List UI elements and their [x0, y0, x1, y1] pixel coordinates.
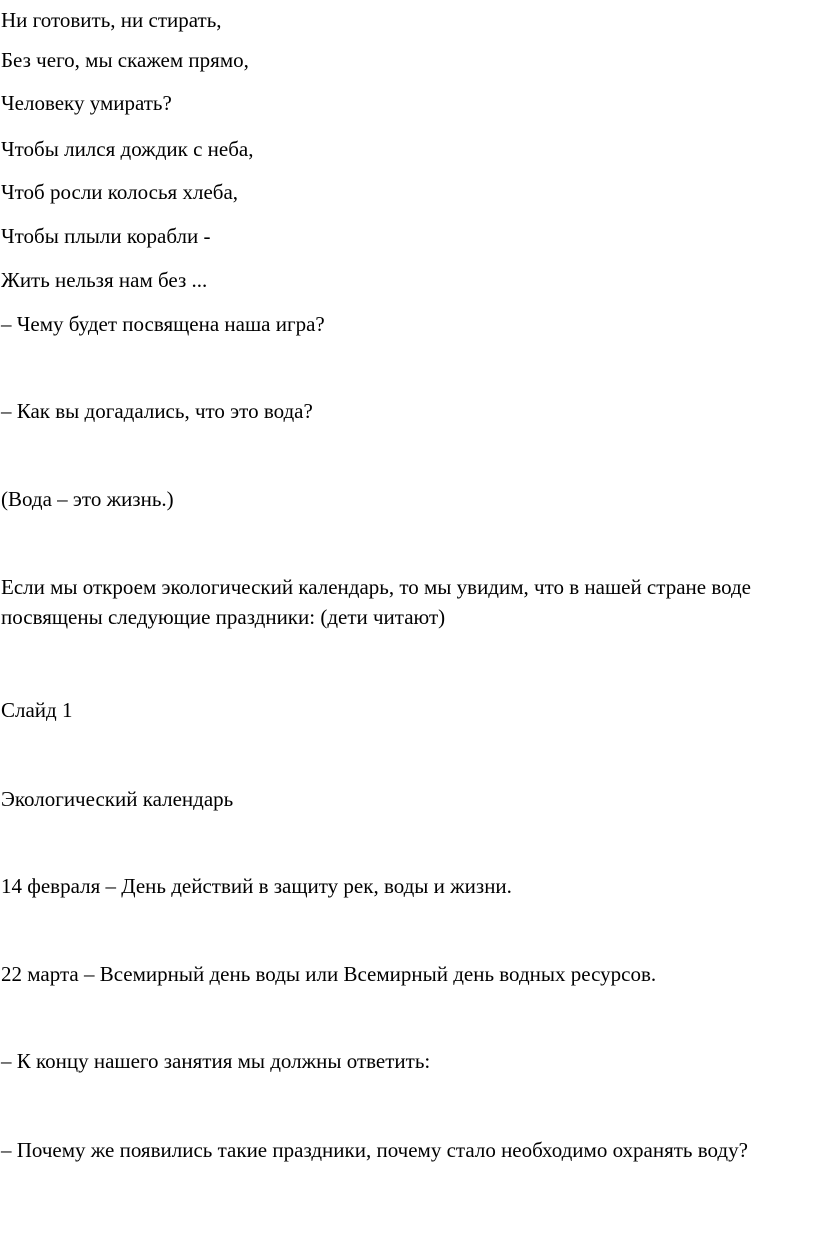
final-question: – Почему же появились такие праздники, почему стало необходимо охранять воду? — [1, 1138, 748, 1162]
lesson-goal: – К концу нашего занятия мы должны ответить: — [1, 1049, 431, 1073]
poem-line-6: Чтобы плыли корабли - — [1, 224, 211, 248]
answer-water-life: (Вода – это жизнь.) — [1, 487, 174, 511]
poem-line-1: Ни готовить, ни стирать, — [1, 8, 222, 32]
calendar-intro: Если мы откроем экологический календарь, то мы увидим, что в нашей стране воде посвящены следующие праздники: (дети читают) — [1, 575, 751, 629]
poem-line-5: Чтоб росли колосья хлеба, — [1, 180, 239, 204]
poem-line-7: Жить нельзя нам без ... — [1, 268, 208, 292]
question-guess: – Как вы догадались, что это вода? — [1, 399, 313, 423]
slide-label: Слайд 1 — [1, 698, 73, 722]
poem-line-3: Человеку умирать? — [1, 91, 172, 115]
holiday-february: 14 февраля – День действий в защиту рек, воды и жизни. — [1, 874, 512, 898]
poem-line-4: Чтобы лился дождик с неба, — [1, 137, 254, 161]
poem-line-2: Без чего, мы скажем прямо, — [1, 48, 249, 72]
calendar-title: Экологический календарь — [1, 787, 234, 811]
holiday-march: 22 марта – Всемирный день воды или Всемирный день водных ресурсов. — [1, 962, 657, 986]
question-game: – Чему будет посвящена наша игра? — [1, 312, 325, 336]
